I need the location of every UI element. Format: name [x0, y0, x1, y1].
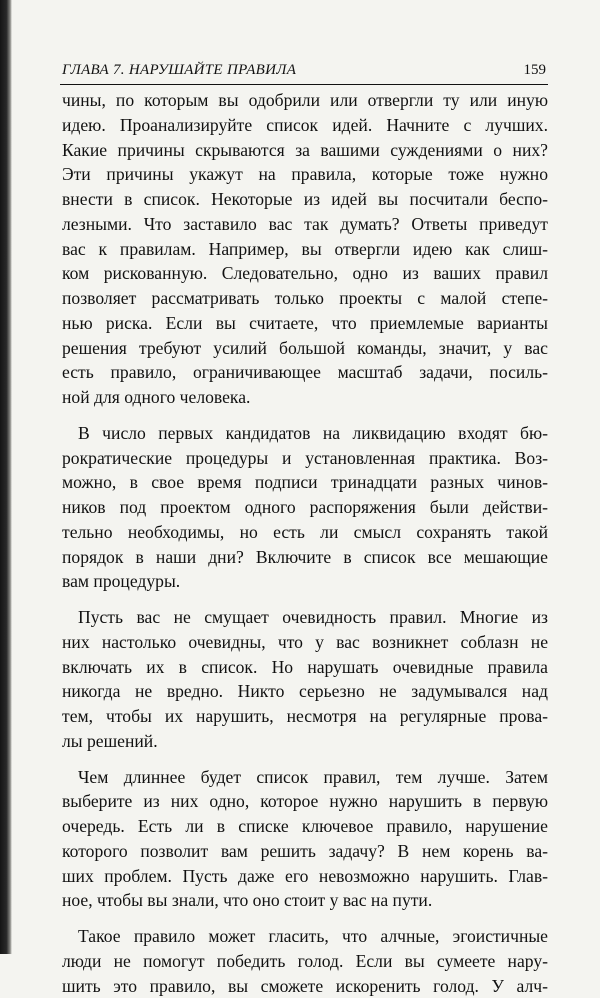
- text-line: рократические процедуры и установленная практика. Воз-: [62, 446, 548, 471]
- text-line: вам процедуры.: [62, 569, 548, 594]
- text-line: позволяет рассматривать только проекты с малой степе-: [62, 286, 548, 311]
- text-line: выберите из них одно, которое нужно нарушить в первую: [62, 789, 548, 814]
- text-line: В число первых кандидатов на ликвидацию входят бю-: [62, 421, 548, 446]
- text-line: них настолько очевидны, что у вас возникнет соблазн не: [62, 630, 548, 655]
- page-number: 159: [524, 62, 547, 79]
- text-line: шить это правило, вы сможете искоренить голод. У алч-: [62, 974, 548, 998]
- paragraph-5: [62, 924, 548, 998]
- paragraph-3: [62, 605, 548, 754]
- text-line: внести в список. Некоторые из идей вы посчитали беспо-: [62, 187, 548, 212]
- text-line: ников под проектом одного распоряжения были действи-: [62, 495, 548, 520]
- text-line: Эти причины укажут на правила, которые тоже нужно: [62, 162, 548, 187]
- header-rule: [60, 84, 548, 85]
- text-line: Такое правило может гласить, что алчные, эгоистичные: [62, 924, 548, 949]
- running-header: [62, 62, 548, 84]
- text-line: Какие причины скрываются за вашими суждениями о них?: [62, 138, 548, 163]
- text-line: можно, в свое время подписи тринадцати разных чинов-: [62, 470, 548, 495]
- text-line: ное, чтобы вы знали, что оно стоит у вас на пути.: [62, 888, 548, 913]
- text-line: ной для одного человека.: [62, 385, 548, 410]
- text-line: порядок в наши дни? Включите в список все мешающие: [62, 545, 548, 570]
- text-line: ком рискованную. Следовательно, одно из ваших правил: [62, 261, 548, 286]
- running-head: ГЛАВА 7. НАРУШАЙТЕ ПРАВИЛА: [62, 62, 296, 79]
- paragraph-1: [62, 88, 548, 410]
- text-line: идею. Проанализируйте список идей. Начните с лучших.: [62, 113, 548, 138]
- body-text: [62, 88, 548, 998]
- text-line: никогда не вредно. Никто серьезно не задумывался над: [62, 679, 548, 704]
- paragraph-2: [62, 421, 548, 594]
- text-line: лезными. Что заставило вас так думать? Ответы приведут: [62, 212, 548, 237]
- text-line: вас к правилам. Например, вы отвергли идею как слиш-: [62, 237, 548, 262]
- text-line: которого позволит вам решить задачу? В нем корень ва-: [62, 839, 548, 864]
- text-line: Чем длиннее будет список правил, тем лучше. Затем: [62, 765, 548, 790]
- page-binding-edge: [0, 0, 12, 954]
- text-line: тельно необходимы, но есть ли смысл сохранять такой: [62, 520, 548, 545]
- paragraph-4: [62, 765, 548, 914]
- text-line: лы решений.: [62, 729, 548, 754]
- text-line: ших проблем. Пусть даже его невозможно нарушить. Глав-: [62, 864, 548, 889]
- text-line: Пусть вас не смущает очевидность правил. Многие из: [62, 605, 548, 630]
- text-line: тем, чтобы их нарушить, несмотря на регулярные прова-: [62, 704, 548, 729]
- text-line: очередь. Есть ли в списке ключевое правило, нарушение: [62, 814, 548, 839]
- text-line: решения требуют усилий большой команды, значит, у вас: [62, 336, 548, 361]
- text-line: люди не помогут победить голод. Если вы сумеете нару-: [62, 949, 548, 974]
- text-line: есть правило, ограничивающее масштаб задачи, посиль-: [62, 360, 548, 385]
- text-line: нью риска. Если вы считаете, что приемлемые варианты: [62, 311, 548, 336]
- text-line: чины, по которым вы одобрили или отвергли ту или иную: [62, 88, 548, 113]
- text-line: включать их в список. Но нарушать очевидные правила: [62, 655, 548, 680]
